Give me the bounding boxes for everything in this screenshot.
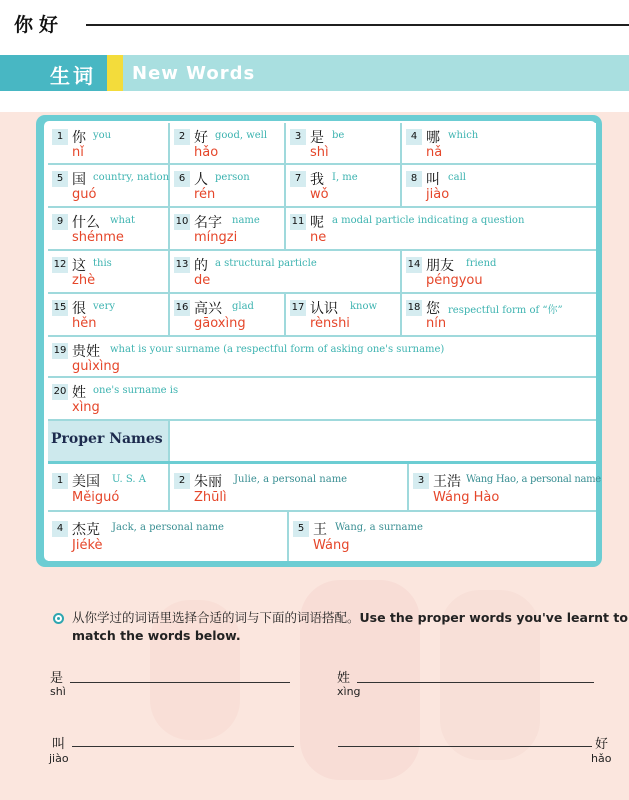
proper-name-hanzi: 王 <box>313 522 327 538</box>
vocab-cell <box>170 123 286 165</box>
vocab-hanzi: 国 <box>72 172 86 188</box>
vocab-cell <box>48 251 170 294</box>
vocab-pinyin: guó <box>72 187 97 202</box>
vocab-number: 14 <box>406 257 422 273</box>
proper-names-heading: Proper Names <box>51 431 163 447</box>
vocab-pinyin: shì <box>310 145 329 160</box>
vocab-gloss: a modal particle indicating a question <box>332 215 525 226</box>
vocab-gloss: be <box>332 130 345 141</box>
instruction-english: Use the proper words you've learnt to match the words below. <box>72 610 628 643</box>
proper-name-hanzi: 杰克 <box>72 522 100 538</box>
vocab-number: 3 <box>290 129 306 145</box>
vocab-gloss: one's surname is <box>93 385 179 396</box>
vocab-gloss: I, me <box>332 172 358 183</box>
vocab-cell <box>48 378 596 421</box>
vocab-number: 1 <box>52 129 68 145</box>
vocab-gloss: good, well <box>215 130 268 141</box>
vocab-gloss: country, nation <box>93 172 170 183</box>
exercise-word: 好 <box>595 737 609 752</box>
title-rule <box>86 24 629 26</box>
vocab-pinyin: gāoxìng <box>194 316 246 331</box>
vocab-cell <box>170 165 286 208</box>
proper-name-gloss: Wang Hao, a personal name <box>466 474 601 485</box>
vocab-number: 17 <box>290 300 306 316</box>
section-band-yellow-stripe <box>107 55 123 91</box>
vocab-hanzi: 呢 <box>310 215 324 231</box>
vocab-hanzi: 我 <box>310 172 324 188</box>
vocab-pinyin: nǎ <box>426 145 443 160</box>
vocab-hanzi: 人 <box>194 172 208 188</box>
proper-name-cell <box>289 512 596 561</box>
proper-names-header-spacer <box>170 421 596 461</box>
vocab-hanzi: 是 <box>310 130 324 146</box>
vocab-pinyin: ne <box>310 230 327 245</box>
vocab-gloss: name <box>232 215 260 226</box>
answer-blank[interactable] <box>338 746 592 747</box>
vocab-cell <box>170 294 286 337</box>
vocab-gloss: know <box>350 301 378 312</box>
proper-name-number: 3 <box>413 473 429 489</box>
vocab-gloss: which <box>448 130 479 141</box>
vocab-number: 6 <box>174 171 190 187</box>
vocab-number: 2 <box>174 129 190 145</box>
vocab-pinyin: guìxìng <box>72 359 120 374</box>
vocab-hanzi: 好 <box>194 130 208 146</box>
vocab-hanzi: 叫 <box>426 172 440 188</box>
vocab-cell <box>170 251 402 294</box>
lesson-title: 你好 <box>14 14 65 36</box>
vocab-pinyin: shénme <box>72 230 124 245</box>
vocab-hanzi: 什么 <box>72 215 100 231</box>
vocab-pinyin: hěn <box>72 316 97 331</box>
vocab-pinyin: nín <box>426 316 447 331</box>
vocab-cell <box>286 123 402 165</box>
bullet-icon <box>53 613 64 624</box>
proper-name-gloss: U. S. A <box>112 474 146 485</box>
vocab-hanzi: 很 <box>72 301 86 317</box>
vocab-hanzi: 您 <box>426 301 440 317</box>
vocab-hanzi: 朋友 <box>426 258 454 274</box>
proper-name-gloss: Jack, a personal name <box>112 522 224 533</box>
vocab-number: 10 <box>174 214 190 230</box>
vocab-cell <box>48 208 170 251</box>
vocab-hanzi: 认识 <box>310 301 338 317</box>
proper-name-pinyin: Wáng <box>313 538 350 553</box>
vocab-pinyin: rén <box>194 187 216 202</box>
vocab-hanzi: 名字 <box>194 215 222 231</box>
exercise-word: 姓 <box>337 671 351 686</box>
answer-blank[interactable] <box>357 682 594 683</box>
vocab-number: 13 <box>174 257 190 273</box>
vocab-gloss: glad <box>232 301 254 312</box>
vocab-gloss: call <box>448 172 466 183</box>
vocab-pinyin: de <box>194 273 211 288</box>
proper-name-number: 5 <box>293 521 309 537</box>
exercise-instruction <box>72 609 628 645</box>
vocab-number: 11 <box>290 214 306 230</box>
vocab-cell <box>402 251 596 294</box>
vocab-gloss: respectful form of “你” <box>448 305 563 316</box>
vocab-gloss: what is your surname (a respectful form of asking one's surname) <box>110 344 445 355</box>
vocab-gloss: you <box>93 130 112 141</box>
vocab-number: 7 <box>290 171 306 187</box>
proper-name-pinyin: Wáng Hào <box>433 490 500 505</box>
vocab-gloss: this <box>93 258 112 269</box>
exercise-pinyin: xìng <box>337 685 361 698</box>
vocab-gloss: person <box>215 172 250 183</box>
vocab-number: 19 <box>52 343 68 359</box>
vocab-number: 15 <box>52 300 68 316</box>
vocab-pinyin: xìng <box>72 400 100 415</box>
vocab-hanzi: 这 <box>72 258 86 274</box>
vocab-pinyin: jiào <box>426 187 450 202</box>
proper-name-hanzi: 王浩 <box>433 474 461 490</box>
vocab-cell <box>402 165 596 208</box>
vocab-hanzi: 贵姓 <box>72 344 100 360</box>
proper-name-hanzi: 朱丽 <box>194 474 222 490</box>
vocab-number: 16 <box>174 300 190 316</box>
vocab-cell <box>48 165 170 208</box>
vocab-hanzi: 你 <box>72 130 86 146</box>
vocab-cell <box>48 337 596 378</box>
vocab-cell <box>402 123 596 165</box>
vocab-gloss: friend <box>466 258 497 269</box>
vocab-gloss: what <box>110 215 135 226</box>
proper-name-hanzi: 美国 <box>72 474 100 490</box>
vocab-number: 12 <box>52 257 68 273</box>
proper-name-cell <box>48 464 170 512</box>
section-title-english: New Words <box>132 63 256 84</box>
proper-name-gloss: Wang, a surname <box>335 522 423 533</box>
exercise-pinyin: hǎo <box>591 752 612 765</box>
proper-names-header <box>48 421 170 461</box>
vocab-number: 5 <box>52 171 68 187</box>
section-title-chinese: 生词 <box>50 64 96 88</box>
vocab-pinyin: míngzi <box>194 230 238 245</box>
vocab-hanzi: 姓 <box>72 385 86 401</box>
proper-name-pinyin: Měiguó <box>72 490 120 505</box>
vocab-pinyin: zhè <box>72 273 96 288</box>
exercise-pinyin: jiào <box>49 752 69 765</box>
exercise-pinyin: shì <box>50 685 66 698</box>
proper-name-cell <box>170 464 409 512</box>
proper-name-pinyin: Zhūlì <box>194 490 227 505</box>
vocab-cell <box>286 208 596 251</box>
vocab-gloss: very <box>93 301 115 312</box>
vocab-cell <box>48 123 170 165</box>
vocab-cell <box>170 208 286 251</box>
vocab-pinyin: rènshi <box>310 316 350 331</box>
proper-name-number: 2 <box>174 473 190 489</box>
vocab-number: 4 <box>406 129 422 145</box>
instruction-chinese: 从你学过的词语里选择合适的词与下面的词语搭配。 <box>72 610 360 625</box>
vocab-cell <box>286 294 402 337</box>
proper-name-pinyin: Jiékè <box>72 538 103 553</box>
vocab-pinyin: nǐ <box>72 145 84 160</box>
vocab-number: 8 <box>406 171 422 187</box>
answer-blank[interactable] <box>72 746 294 747</box>
vocab-cell <box>48 294 170 337</box>
proper-name-cell <box>48 512 289 561</box>
exercise-word: 是 <box>50 671 64 686</box>
vocab-gloss: a structural particle <box>215 258 317 269</box>
proper-name-number: 1 <box>52 473 68 489</box>
vocab-cell <box>402 294 596 337</box>
exercise-word: 叫 <box>52 737 66 752</box>
vocab-pinyin: hǎo <box>194 145 219 160</box>
vocab-hanzi: 的 <box>194 258 208 274</box>
proper-name-number: 4 <box>52 521 68 537</box>
vocab-hanzi: 哪 <box>426 130 440 146</box>
vocab-cell <box>286 165 402 208</box>
proper-name-gloss: Julie, a personal name <box>234 474 348 485</box>
vocab-number: 18 <box>406 300 422 316</box>
vocab-number: 20 <box>52 384 68 400</box>
vocab-hanzi: 高兴 <box>194 301 222 317</box>
answer-blank[interactable] <box>70 682 290 683</box>
vocab-pinyin: wǒ <box>310 187 329 202</box>
proper-name-cell <box>409 464 601 512</box>
vocab-number: 9 <box>52 214 68 230</box>
vocab-pinyin: péngyou <box>426 273 483 288</box>
